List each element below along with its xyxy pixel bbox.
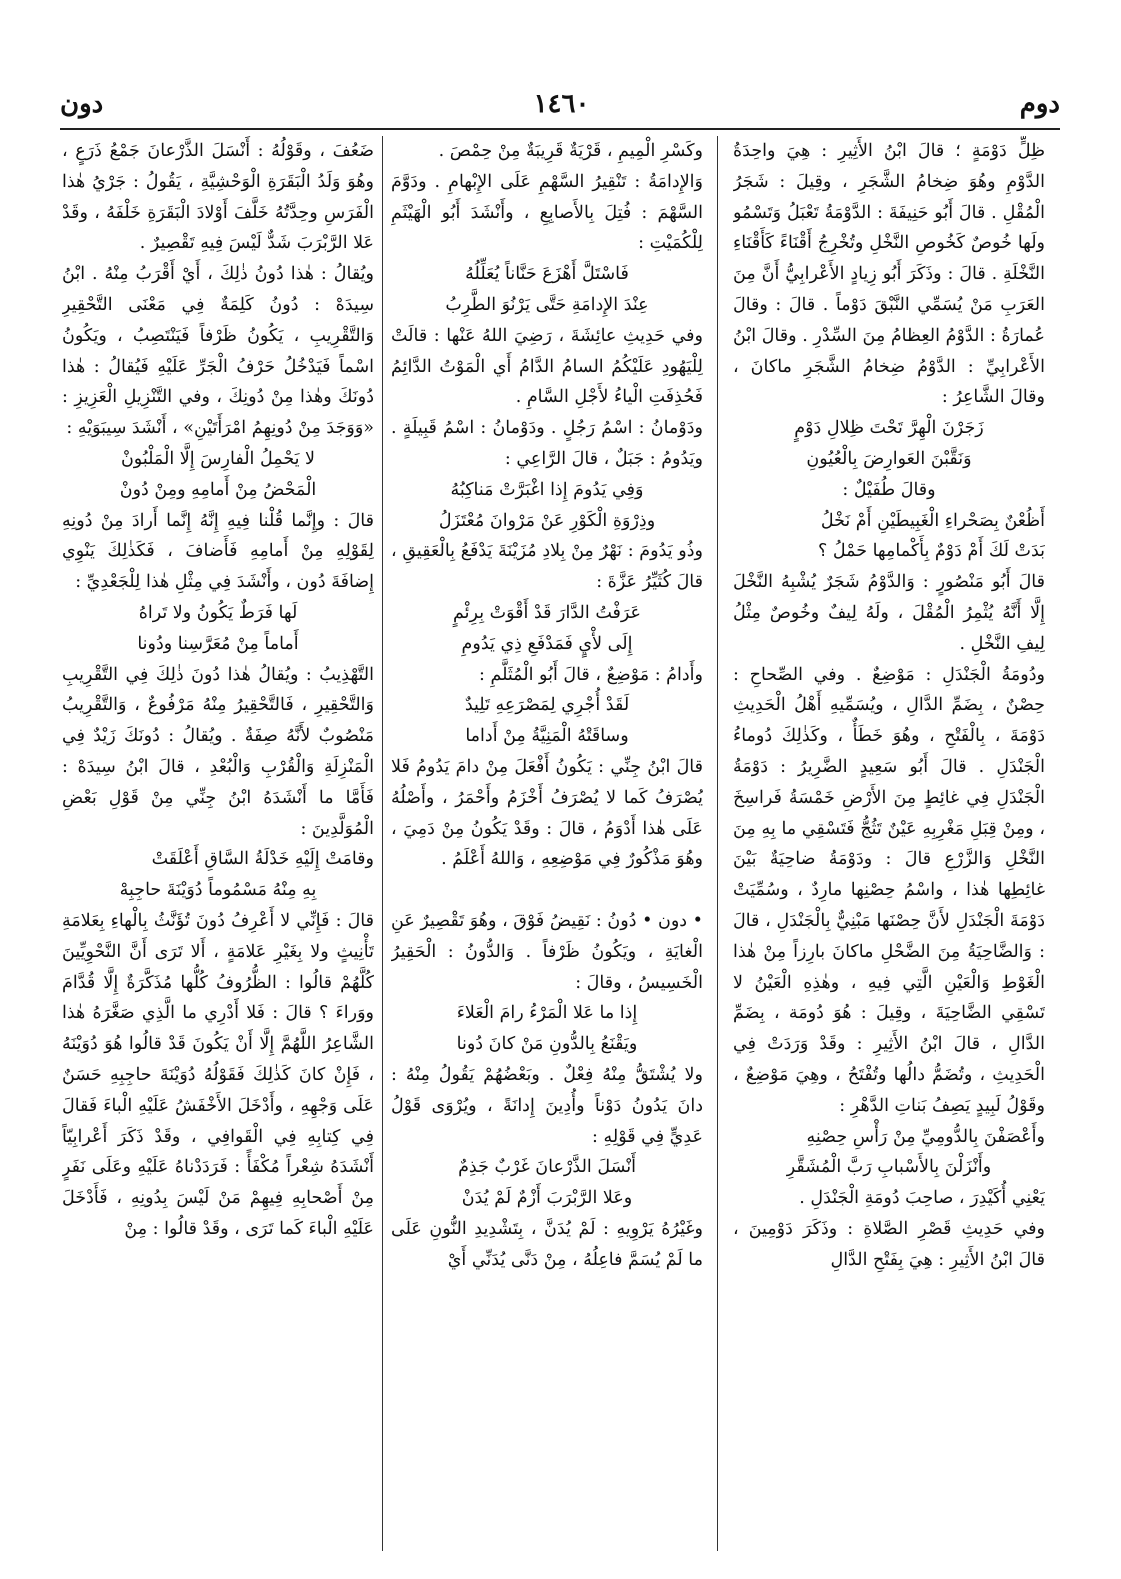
- paragraph: قالَ ابْنُ جِنِّي : يَكُونُ أَفْعَلَ مِنْ دامَ يَدُومُ فَلا يُصْرَفُ كَما لا يُصْرَفُ أَخْزَمُ وأَحْمَرُ ، وأَصْلُهُ عَلَى هٰذا أَدْوَمُ ، قالَ : وقَدْ يَكُونُ مِنْ دَمِيَ ، وهُوَ مَذْكُورٌ فِي مَوْضِعِهِ ، وَاللهُ أَعْلَمُ .: [391, 756, 703, 870]
- paragraph: إِذا ما عَلا الْمَرْءُ رامَ الْعَلاءَ: [456, 1003, 638, 1024]
- paragraph: وكَسْرِ الْمِيمِ ، قَرْيَةٌ قَرِيبَةٌ مِنْ حِمْصَ .: [438, 141, 703, 161]
- paragraph: ودُومَةُ الْجَنْدَلِ : مَوْضِعٌ . وفي الصِّحاحِ : حِصْنٌ ، بِضَمِّ الدَّالِ ، ويُسَمِّيهِ أَهْلُ الْحَدِيثِ دَوْمَةَ ، بِالْفَتْحِ ، وهُوَ خَطَأٌ ، وكَذٰلِكَ دُوماءُ الْجَنْدَلِ . قالَ أَبُو سَعِيدٍ الضَّرِيرُ : دَوْمَةُ الْجَنْدَلِ فِي غائِطٍ مِنَ الأَرْضِ خَمْسَةُ فَراسِخَ ، ومِنْ قِبَلِ مَغْرِبِهِ عَيْنٌ تَثُجُّ فَتَسْقِي ما بِهِ مِنَ النَّخْلِ وَالزَّرْعِ قالَ : ودَوْمَةُ ضاحِيَةٌ بَيْنَ غائِطِها هٰذا ، واسْمُ حِصْنِها مارِدٌ ، وسُمِّيَتْ دَوْمَةَ الْجَنْدَلِ لأَنَّ حِصْنَها مَبْنِيٌّ بِالْجَنْدَلِ ، قالَ : وَالضَّاحِيَةُ مِنَ الضَّحْلِ ماكانَ بارِزاً مِنْ هٰذا الْغَوْطِ وَالْعَيْنِ الَّتِي فِيهِ ، وهٰذِهِ الْعَيْنُ لا تَسْقِي الضَّاحِيَةَ ، وقِيلَ : هُوَ دُومَة ، بِضَمِّ الدَّالِ ، قالَ ابْنُ الأَثِيرِ : وقَدْ وَرَدَتْ فِي الْحَدِيثِ ، وتُضَمُّ دالُها وتُفْتَحُ ، وهِيَ مَوْضِعٌ ، وقَوْلُ لَبِيدٍ يَصِفُ بَناتِ الدَّهْرِ :: [733, 664, 1045, 1116]
- paragraph: بَدَتْ لَكَ أَمْ دَوْمٌ بِأَكْمامِها حَمْلُ ؟: [818, 541, 1045, 562]
- page-number: ١٤٦٠: [533, 89, 590, 119]
- paragraph: لا يَحْمِلُ الْفارِسَ إِلَّا الْمَلْبُونْ: [120, 448, 316, 469]
- header-root-right: دوم: [1019, 89, 1060, 119]
- page-header: [60, 84, 1060, 124]
- paragraph: زَجَرْنَ الْهِرَّ تَحْتَ ظِلالِ دَوْمٍ: [794, 418, 984, 439]
- paragraph: وفي حَدِيثِ عائِشَةَ ، رَضِيَ اللهُ عَنْها : قالَتْ لِلْيَهُودِ عَلَيْكُمُ السامُ الدَّامُ أَي الْمَوْتُ الدَّائِمُ فَحُذِفَتِ الْياءُ لأَجْلِ السَّامِ .: [391, 325, 703, 408]
- paragraph: عِنْدَ الإِدامَةِ حَتَّى يَرْنُوَ الطَّرِبُ: [445, 294, 649, 315]
- paragraph: ويَقْنَعُ بِالدُّونِ مَنْ كانَ دُونا: [456, 1034, 638, 1055]
- paragraph: ضَعُفَ ، وقَوْلُهُ : أَنْسَلَ الذَّرْعانَ جَمْعُ ذَرَعٍ ، وهُوَ وَلَدُ الْبَقَرَةِ الْوَحْشِيَّةِ ، يَقُولُ : جَرْيُ هٰذا الْفَرَسِ وحِدَّتُهُ خَلَّفَ أَوْلادَ الْبَقَرَةِ خَلْفَهُ ، وقَدْ عَلا الرَّبْرَبَ شَدٌّ لَيْسَ فِيهِ تَقْصِيرٌ .: [62, 141, 374, 254]
- paragraph: لَها فَرَطٌ يَكُونُ ولا تَراهُ: [138, 602, 298, 623]
- paragraph: التَّهْذِيبُ : ويُقالُ هٰذا دُونَ ذٰلِكَ فِي التَّقْرِيبِ وَالتَّحْقِيرِ ، فَالتَّحْقِيرُ مِنْهُ مَرْفُوعٌ ، وَالتَّقْرِيبُ مَنْصُوبٌ لأَنَّهُ صِفَةٌ . ويُقالُ : دُونَكَ زَيْدٌ فِي الْمَنْزِلَةِ وَالْقُرْبِ وَالْبُعْدِ ، قالَ ابْنُ سِيدَهْ : فَأَمَّا ما أَنْشَدَهُ ابْنُ جِنِّي مِنْ قَوْلِ بَعْضِ الْمُوَلَّدِينَ :: [62, 664, 374, 839]
- paragraph: الْمَحْضُ مِنْ أَمامِهِ ومِنْ دُونْ: [119, 479, 317, 500]
- paragraph: وَالإِدامَةُ : تَنْقِيرُ السَّهْمِ عَلَى الإِبْهامِ . ودَوَّمَ السَّهْمَ : فُتِلَ بِالأَصابِعِ ، وأَنْشَدَ أَبُو الْهَيْثَمِ لِلْكُمَيْتِ :: [391, 171, 703, 254]
- column-divider-right: [717, 136, 718, 1551]
- paragraph: بِهِ مِنْهُ مَسْمُوماً دُوَيْنَةَ حاجِبِهْ: [119, 880, 317, 901]
- column-divider-left: [382, 136, 383, 1551]
- paragraph: وأَعْصَفْنَ بِالدُّومِيِّ مِنْ رَأْسِ حِصْنِهِ: [806, 1126, 1045, 1147]
- paragraph: قالَ : فَإِنِّي لا أَعْرِفُ دُونَ تُؤَنَّثُ بِالْهاءِ بِعَلامَةِ تَأْنِيثٍ ولا بِغَيْرِ عَلامَةٍ ، أَلا تَرَى أَنَّ النَّحْوِيِّينَ كُلَّهُمْ قالُوا : الظُّرُوفُ كُلُّها مُذَكَّرَةٌ إِلَّا قُدَّامَ ووَراءَ ؟ قالَ : فَلا أَدْرِي ما الَّذِي صَغَّرَهُ هٰذا الشَّاعِرُ اللَّهُمَّ إِلَّا أَنْ يَكُونَ قَدْ قالُوا هُوَ دُوَيْنَهُ ، فَإِنْ كانَ كَذٰلِكَ فَقَوْلُهُ دُوَيْنَةَ حاجِبِهِ حَسَنٌ عَلَى وَجْهِهِ ، وأَدْخَلَ الأَخْفَشُ عَلَيْهِ الْباءَ فَقالَ فِي كِتابِهِ فِي الْقَوافِي ، وقَدْ ذَكَرَ أَعْرابِيّاً أَنْشَدَهُ شِعْراً مُكْفَأً : فَرَدَدْناهُ عَلَيْهِ وعَلَى نَفَرٍ مِنْ أَصْحابِهِ فِيهِمْ مَنْ لَيْسَ بِدُونِهِ ، فَأَدْخَلَ عَلَيْهِ الْباءَ كَما تَرَى ، وقَدْ قالُوا : مِنْ: [62, 910, 374, 1239]
- paragraph: قالَ : وإِنَّما قُلْنا فِيهِ إِنَّهُ إِنَّما أَرادَ مِنْ دُونِهِ لِقَوْلِهِ مِنْ أَمامِهِ فَأَضافَ ، فَكَذٰلِكَ يَنْوِي إِضافَةَ دُون ، وأَنْشَدَ فِي مِثْلِ هٰذا لِلْجَعْدِيِّ :: [62, 510, 374, 593]
- paragraph: وفي حَدِيثِ قَصْرِ الصَّلاةِ : وذَكَرَ دَوْمِينَ ، قالَ ابْنُ الأَثِيرِ : هِيَ بِفَتْحِ الدَّالِ: [733, 1218, 1045, 1270]
- paragraph: وقالَ طُفَيْلٌ :: [842, 479, 936, 500]
- header-root-left: دون: [60, 89, 104, 119]
- column-left: [62, 136, 374, 1551]
- paragraph: لَقَدْ أُجْرِي لِمَصْرَعِهِ تَلِيدٌ: [464, 695, 630, 716]
- paragraph: [391, 875, 703, 906]
- paragraph: أَماماً مِنْ مُعَرَّسِنا ودُونا: [137, 633, 299, 654]
- paragraph: • دون • دُونُ : نَقِيضُ فَوْقَ ، وهُوَ تَقْصِيرٌ عَنِ الْغايَةِ ، ويَكُونُ ظَرْفاً . وَالدُّونُ : الْحَقِيرُ الْخَسِيسُ ، وقالَ :: [391, 910, 703, 993]
- paragraph: فَاسْتَلَّ أَهْزَعَ حَنَّاناً يُعَلِّلُهُ: [465, 264, 629, 285]
- column-middle: [391, 136, 703, 1551]
- paragraph: عَرَفْتُ الدَّارَ قَدْ أَقْوَتْ بِرِئْمٍ: [453, 602, 641, 623]
- paragraph: أَنْسَلَ الذَّرْعانَ غَرْبٌ جَذِمٌ: [458, 1157, 636, 1178]
- paragraph: أَظُعْنٌ بِصَحْراءِ الْغَبِيطَيْنِ أَمْ نَخْلُ: [820, 510, 1045, 531]
- paragraph: يَعْنِي أُكَيْدِرَ ، صاحِبَ دُومَةِ الْجَنْدَلِ .: [799, 1188, 1045, 1209]
- paragraph: وأَنْزَلْنَ بِالأَسْبابِ رَبَّ الْمُشَقَّرِ: [786, 1157, 992, 1178]
- paragraph: وساقَتْهُ الْمَنِيَّةُ مِنْ أَداما: [465, 726, 629, 747]
- paragraph: وأَدامُ : مَوْضِعٌ ، قالَ أَبُو الْمُثَلَّمِ :: [479, 664, 703, 685]
- paragraph: قالَ أَبُو مَنْصُورٍ : وَالدَّوْمُ شَجَرٌ يُشْبِهُ النَّخْلَ إِلَّا أَنَّهُ يُثْمِرُ الْمُقْلَ ، ولَهُ لِيفٌ وخُوصٌ مِثْلُ لِيفِ النَّخْلِ .: [733, 572, 1045, 654]
- paragraph: ويُقالُ : هٰذا دُونُ ذٰلِكَ ، أَيْ أَقْرَبُ مِنْهُ . ابْنُ سِيدَهْ : دُونُ كَلِمَةٌ فِي مَعْنَى التَّحْقِيرِ وَالتَّقْرِيبِ ، يَكُونُ ظَرْفاً فَيَنْتَصِبُ ، ويَكُونُ اسْماً فَيَدْخُلُ حَرْفُ الْجَرِّ عَلَيْهِ فَيُقالُ : هٰذا دُونَكَ وهٰذا مِنْ دُونِكَ ، وفي التَّنْزِيلِ الْعَزِيزِ : «وَوَجَدَ مِنْ دُونِهِمُ امْرَأَتَيْنِ» ، أَنْشَدَ سِيبَوَيْهِ :: [62, 264, 374, 439]
- paragraph: وغَيْرُهُ يَرْوِيهِ : لَمْ يُدَنَّ ، بِتَشْدِيدِ النُّونِ عَلَى ما لَمْ يُسَمَّ فاعِلُهُ ، مِنْ دَنَّى يُدَنِّي أَيْ: [391, 1218, 703, 1270]
- header-rule: [60, 128, 1060, 130]
- paragraph: وقامَتْ إِلَيْهِ خَدْلَةُ السَّاقِ أَعْلَقَتْ: [151, 849, 374, 870]
- paragraph: ولا يُشْتَقُّ مِنْهُ فِعْلٌ . وبَعْضُهُمْ يَقُولُ مِنْهُ : دانَ يَدُونُ دَوْناً وأُدِينَ إِدانَةً ، ويُرْوَى قَوْلُ عَدِيٍّ فِي قَوْلِهِ :: [391, 1064, 703, 1147]
- paragraph: وعَلا الرَّبْرَبَ أَزْمٌ لَمْ يُدَنْ: [461, 1188, 633, 1209]
- paragraph: وَنَقَّبْنَ العَوارِضَ بِالْعُيُونِ: [806, 448, 972, 469]
- paragraph: وَفِي يَدُومَ إِذا اغْبَرَّتْ مَناكِبُهُ: [450, 479, 644, 500]
- paragraph: وذِرْوَةِ الْكَوْرِ عَنْ مَرْوانَ مُعْتَزَلُ: [438, 510, 656, 531]
- column-right: [733, 136, 1045, 1551]
- paragraph: وذُو يَدُومَ : نَهْرٌ مِنْ بِلادِ مُزَيْنَةَ يَدْفَعُ بِالْعَقِيقِ ، قالَ كُثَيِّرُ عَزَّةَ :: [391, 541, 703, 593]
- paragraph: ظِلٍّ دَوْمَةٍ ؛ قالَ ابْنُ الأَثِيرِ : هِيَ واحِدَةُ الدَّوْمِ وهُوَ ضِخامُ الشَّجَرِ ، وقِيلَ : شَجَرُ الْمُقْلِ . قالَ أَبُو حَنِيفَةَ : الدَّوْمَةُ تَعْبَلُ وَتَسْمُو ولَها خُوصٌ كَخُوصِ النَّخْلِ وتُخْرِجُ أَقْنَاءً كَأَقْنَاءِ النَّخْلَةِ . قالَ : وذَكَرَ أَبُو زِيادٍ الأَعْرابِيُّ أَنَّ مِنَ العَرَبِ مَنْ يُسَمِّي النَّبْقَ دَوْماً . قالَ : وقالَ عُمارَةُ : الدَّوْمُ العِظامُ مِنَ السِّدْرِ . وقالَ ابْنُ الأَعْرابِيِّ : الدَّوْمُ ضِخامُ الشَّجَرِ ماكانَ ، وقالَ الشَّاعِرُ :: [733, 141, 1045, 408]
- paragraph: ودَوْمانُ : اسْمُ رَجُلٍ . ودَوْمانُ : اسْمُ قَبِيلَةٍ . ويَدُومُ : جَبَلٌ ، قالَ الرَّاعِي :: [391, 418, 703, 469]
- paragraph: إِلَى لأْيٍ فَمَدْفَعِ ذِي يَدُومِ: [461, 633, 633, 654]
